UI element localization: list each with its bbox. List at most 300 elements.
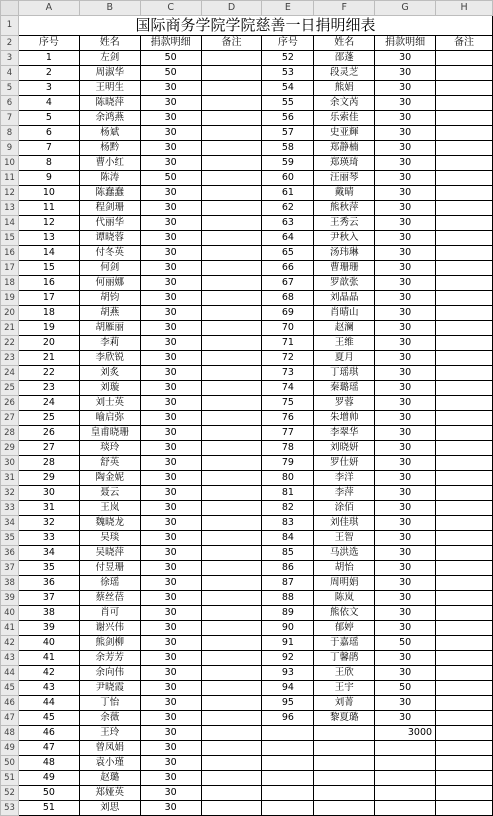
left-remark-cell[interactable] (201, 141, 262, 156)
left-amount-cell[interactable]: 30 (140, 246, 201, 261)
left-name-cell[interactable]: 胡燕 (79, 306, 140, 321)
right-seq-cell[interactable]: 91 (262, 636, 314, 651)
left-amount-cell[interactable]: 30 (140, 141, 201, 156)
left-remark-cell[interactable] (201, 741, 262, 756)
right-name-cell[interactable]: 王维 (314, 336, 375, 351)
empty-cell[interactable] (262, 801, 314, 816)
right-seq-cell[interactable]: 67 (262, 276, 314, 291)
left-seq-cell[interactable]: 28 (18, 456, 79, 471)
left-remark-cell[interactable] (201, 276, 262, 291)
row-header-46[interactable]: 46 (1, 696, 19, 711)
left-remark-cell[interactable] (201, 726, 262, 741)
left-amount-cell[interactable]: 30 (140, 681, 201, 696)
left-amount-cell[interactable]: 30 (140, 321, 201, 336)
right-amount-cell[interactable]: 30 (375, 276, 436, 291)
row-header-6[interactable]: 6 (1, 96, 19, 111)
right-amount-cell[interactable]: 30 (375, 126, 436, 141)
left-remark-cell[interactable] (201, 636, 262, 651)
left-name-cell[interactable]: 王明生 (79, 81, 140, 96)
left-seq-cell[interactable]: 8 (18, 156, 79, 171)
right-amount-cell[interactable]: 30 (375, 591, 436, 606)
left-amount-cell[interactable]: 30 (140, 531, 201, 546)
right-remark-cell[interactable] (436, 396, 493, 411)
row-header-21[interactable]: 21 (1, 321, 19, 336)
empty-cell[interactable] (375, 756, 436, 771)
right-amount-cell[interactable]: 30 (375, 81, 436, 96)
right-seq-cell[interactable]: 66 (262, 261, 314, 276)
left-amount-cell[interactable]: 30 (140, 771, 201, 786)
left-amount-cell[interactable]: 30 (140, 201, 201, 216)
left-remark-cell[interactable] (201, 411, 262, 426)
right-amount-cell[interactable]: 30 (375, 441, 436, 456)
left-amount-cell[interactable]: 30 (140, 111, 201, 126)
right-amount-cell[interactable]: 30 (375, 321, 436, 336)
left-remark-cell[interactable] (201, 231, 262, 246)
right-amount-cell[interactable]: 30 (375, 456, 436, 471)
row-header-39[interactable]: 39 (1, 591, 19, 606)
left-name-cell[interactable]: 刘士英 (79, 396, 140, 411)
left-seq-cell[interactable]: 50 (18, 786, 79, 801)
right-seq-cell[interactable]: 92 (262, 651, 314, 666)
left-remark-cell[interactable] (201, 696, 262, 711)
right-amount-cell[interactable]: 30 (375, 621, 436, 636)
row-header-16[interactable]: 16 (1, 246, 19, 261)
empty-cell[interactable] (314, 741, 375, 756)
right-name-cell[interactable]: 丁馨鹃 (314, 651, 375, 666)
right-amount-cell[interactable]: 30 (375, 201, 436, 216)
left-seq-cell[interactable]: 36 (18, 576, 79, 591)
right-name-cell[interactable]: 赵澜 (314, 321, 375, 336)
left-amount-cell[interactable]: 30 (140, 516, 201, 531)
left-amount-cell[interactable]: 30 (140, 366, 201, 381)
left-name-cell[interactable]: 谢兴伟 (79, 621, 140, 636)
right-seq-cell[interactable]: 96 (262, 711, 314, 726)
row-header-10[interactable]: 10 (1, 156, 19, 171)
right-seq-cell[interactable]: 61 (262, 186, 314, 201)
left-amount-cell[interactable]: 30 (140, 81, 201, 96)
right-remark-cell[interactable] (436, 711, 493, 726)
left-name-cell[interactable]: 陈涛 (79, 171, 140, 186)
right-amount-cell[interactable]: 30 (375, 516, 436, 531)
left-remark-cell[interactable] (201, 771, 262, 786)
row-header-29[interactable]: 29 (1, 441, 19, 456)
right-amount-cell[interactable]: 30 (375, 51, 436, 66)
right-name-cell[interactable]: 王秀云 (314, 216, 375, 231)
left-name-cell[interactable]: 周淑华 (79, 66, 140, 81)
right-seq-cell[interactable]: 71 (262, 336, 314, 351)
right-amount-cell[interactable]: 30 (375, 306, 436, 321)
row-header-7[interactable]: 7 (1, 111, 19, 126)
right-seq-cell[interactable] (262, 726, 314, 741)
empty-cell[interactable] (262, 756, 314, 771)
column-header-d[interactable]: D (201, 1, 262, 16)
right-amount-cell[interactable]: 30 (375, 261, 436, 276)
right-name-cell[interactable]: 段灵芝 (314, 66, 375, 81)
right-name-cell[interactable]: 李翠华 (314, 426, 375, 441)
left-name-cell[interactable]: 李欣锐 (79, 351, 140, 366)
right-remark-cell[interactable] (436, 426, 493, 441)
empty-cell[interactable] (436, 771, 493, 786)
right-seq-cell[interactable]: 59 (262, 156, 314, 171)
right-remark-cell[interactable] (436, 546, 493, 561)
right-name-cell[interactable]: 涂佰 (314, 501, 375, 516)
left-remark-cell[interactable] (201, 126, 262, 141)
right-remark-cell[interactable] (436, 576, 493, 591)
empty-cell[interactable] (436, 786, 493, 801)
left-header-seq[interactable]: 序号 (18, 36, 79, 51)
left-amount-cell[interactable]: 30 (140, 261, 201, 276)
left-amount-cell[interactable]: 30 (140, 231, 201, 246)
right-seq-cell[interactable]: 54 (262, 81, 314, 96)
left-seq-cell[interactable]: 44 (18, 696, 79, 711)
left-amount-cell[interactable]: 30 (140, 276, 201, 291)
right-remark-cell[interactable] (436, 681, 493, 696)
left-name-cell[interactable]: 谭晓蓉 (79, 231, 140, 246)
left-name-cell[interactable]: 蔡丝蓓 (79, 591, 140, 606)
right-seq-cell[interactable]: 82 (262, 501, 314, 516)
right-name-cell[interactable]: 史亚輝 (314, 126, 375, 141)
row-header-40[interactable]: 40 (1, 606, 19, 621)
left-remark-cell[interactable] (201, 606, 262, 621)
right-seq-cell[interactable]: 81 (262, 486, 314, 501)
left-amount-cell[interactable]: 50 (140, 51, 201, 66)
right-header-amount[interactable]: 捐款明细 (375, 36, 436, 51)
left-seq-cell[interactable]: 6 (18, 126, 79, 141)
right-remark-cell[interactable] (436, 411, 493, 426)
empty-cell[interactable] (314, 786, 375, 801)
left-seq-cell[interactable]: 9 (18, 171, 79, 186)
right-name-cell[interactable]: 熊秋萍 (314, 201, 375, 216)
left-seq-cell[interactable]: 27 (18, 441, 79, 456)
row-header-52[interactable]: 52 (1, 786, 19, 801)
left-amount-cell[interactable]: 30 (140, 606, 201, 621)
row-header-44[interactable]: 44 (1, 666, 19, 681)
right-name-cell[interactable]: 陈岚 (314, 591, 375, 606)
right-remark-cell[interactable] (436, 381, 493, 396)
left-remark-cell[interactable] (201, 681, 262, 696)
empty-cell[interactable] (262, 786, 314, 801)
right-seq-cell[interactable]: 65 (262, 246, 314, 261)
right-amount-cell[interactable]: 30 (375, 471, 436, 486)
right-seq-cell[interactable]: 88 (262, 591, 314, 606)
left-name-cell[interactable]: 吴晓萍 (79, 546, 140, 561)
left-remark-cell[interactable] (201, 201, 262, 216)
left-amount-cell[interactable]: 30 (140, 306, 201, 321)
right-remark-cell[interactable] (436, 261, 493, 276)
left-name-cell[interactable]: 曾凤娟 (79, 741, 140, 756)
left-seq-cell[interactable]: 46 (18, 726, 79, 741)
sheet-title[interactable]: 国际商务学院学院慈善一日捐明细表 (18, 16, 492, 36)
right-name-cell[interactable]: 肖晴山 (314, 306, 375, 321)
column-header-g[interactable]: G (375, 1, 436, 16)
left-amount-cell[interactable]: 30 (140, 801, 201, 816)
right-seq-cell[interactable]: 80 (262, 471, 314, 486)
row-header-49[interactable]: 49 (1, 741, 19, 756)
left-amount-cell[interactable]: 50 (140, 66, 201, 81)
row-header-18[interactable]: 18 (1, 276, 19, 291)
left-seq-cell[interactable]: 49 (18, 771, 79, 786)
right-seq-cell[interactable]: 94 (262, 681, 314, 696)
left-amount-cell[interactable]: 30 (140, 741, 201, 756)
right-header-seq[interactable]: 序号 (262, 36, 314, 51)
left-remark-cell[interactable] (201, 291, 262, 306)
left-seq-cell[interactable]: 34 (18, 546, 79, 561)
left-seq-cell[interactable]: 41 (18, 651, 79, 666)
left-seq-cell[interactable]: 18 (18, 306, 79, 321)
right-remark-cell[interactable] (436, 516, 493, 531)
right-seq-cell[interactable]: 55 (262, 96, 314, 111)
right-amount-cell[interactable]: 30 (375, 291, 436, 306)
empty-cell[interactable] (262, 771, 314, 786)
left-remark-cell[interactable] (201, 336, 262, 351)
left-name-cell[interactable]: 胡钧 (79, 291, 140, 306)
right-amount-cell[interactable]: 30 (375, 711, 436, 726)
right-remark-cell[interactable] (436, 531, 493, 546)
right-seq-cell[interactable]: 62 (262, 201, 314, 216)
left-amount-cell[interactable]: 30 (140, 471, 201, 486)
left-name-cell[interactable]: 余鸿燕 (79, 111, 140, 126)
right-name-cell[interactable]: 郑静楠 (314, 141, 375, 156)
right-name-cell[interactable]: 乐索佳 (314, 111, 375, 126)
right-name-cell[interactable]: 李萍 (314, 486, 375, 501)
right-amount-cell[interactable]: 30 (375, 246, 436, 261)
left-remark-cell[interactable] (201, 366, 262, 381)
left-remark-cell[interactable] (201, 786, 262, 801)
right-amount-cell[interactable]: 30 (375, 696, 436, 711)
left-name-cell[interactable]: 杨黔 (79, 141, 140, 156)
right-seq-cell[interactable]: 90 (262, 621, 314, 636)
left-remark-cell[interactable] (201, 81, 262, 96)
left-remark-cell[interactable] (201, 756, 262, 771)
right-amount-cell[interactable]: 30 (375, 426, 436, 441)
left-seq-cell[interactable]: 12 (18, 216, 79, 231)
left-remark-cell[interactable] (201, 501, 262, 516)
empty-cell[interactable] (314, 771, 375, 786)
left-seq-cell[interactable]: 15 (18, 261, 79, 276)
left-seq-cell[interactable]: 5 (18, 111, 79, 126)
right-remark-cell[interactable] (436, 606, 493, 621)
row-header-20[interactable]: 20 (1, 306, 19, 321)
right-amount-cell[interactable]: 50 (375, 681, 436, 696)
right-remark-cell[interactable] (436, 186, 493, 201)
right-amount-cell[interactable]: 50 (375, 636, 436, 651)
right-seq-cell[interactable]: 70 (262, 321, 314, 336)
left-name-cell[interactable]: 何丽娜 (79, 276, 140, 291)
left-remark-cell[interactable] (201, 561, 262, 576)
left-seq-cell[interactable]: 4 (18, 96, 79, 111)
select-all-corner[interactable] (1, 1, 19, 16)
empty-cell[interactable] (314, 801, 375, 816)
left-header-remark[interactable]: 备注 (201, 36, 262, 51)
left-seq-cell[interactable]: 25 (18, 411, 79, 426)
left-seq-cell[interactable]: 51 (18, 801, 79, 816)
column-header-f[interactable]: F (314, 1, 375, 16)
right-remark-cell[interactable] (436, 321, 493, 336)
row-header-34[interactable]: 34 (1, 516, 19, 531)
left-seq-cell[interactable]: 14 (18, 246, 79, 261)
row-header-23[interactable]: 23 (1, 351, 19, 366)
right-seq-cell[interactable]: 78 (262, 441, 314, 456)
empty-cell[interactable] (375, 801, 436, 816)
left-seq-cell[interactable]: 17 (18, 291, 79, 306)
right-name-cell[interactable]: 周明娟 (314, 576, 375, 591)
left-amount-cell[interactable]: 30 (140, 651, 201, 666)
right-remark-cell[interactable] (436, 81, 493, 96)
right-seq-cell[interactable]: 85 (262, 546, 314, 561)
left-name-cell[interactable]: 李莉 (79, 336, 140, 351)
row-header-30[interactable]: 30 (1, 456, 19, 471)
right-name-cell[interactable]: 郑瑛琦 (314, 156, 375, 171)
left-name-cell[interactable]: 喻启弥 (79, 411, 140, 426)
left-remark-cell[interactable] (201, 66, 262, 81)
left-seq-cell[interactable]: 30 (18, 486, 79, 501)
left-seq-cell[interactable]: 35 (18, 561, 79, 576)
right-remark-cell[interactable] (436, 636, 493, 651)
empty-cell[interactable] (375, 741, 436, 756)
left-name-cell[interactable]: 陈晓萍 (79, 96, 140, 111)
empty-cell[interactable] (262, 741, 314, 756)
left-name-cell[interactable]: 杨斌 (79, 126, 140, 141)
right-name-cell[interactable]: 郁婷 (314, 621, 375, 636)
right-amount-cell[interactable]: 30 (375, 486, 436, 501)
right-remark-cell[interactable] (436, 111, 493, 126)
left-amount-cell[interactable]: 30 (140, 351, 201, 366)
right-name-cell[interactable]: 罗歆张 (314, 276, 375, 291)
right-name-cell[interactable]: 胡怡 (314, 561, 375, 576)
right-seq-cell[interactable]: 83 (262, 516, 314, 531)
right-amount-cell[interactable]: 30 (375, 111, 436, 126)
right-remark-cell[interactable] (436, 486, 493, 501)
row-header-3[interactable]: 3 (1, 51, 19, 66)
row-header-13[interactable]: 13 (1, 201, 19, 216)
left-remark-cell[interactable] (201, 51, 262, 66)
right-remark-cell[interactable] (436, 621, 493, 636)
left-seq-cell[interactable]: 23 (18, 381, 79, 396)
right-name-cell[interactable]: 李洋 (314, 471, 375, 486)
left-name-cell[interactable]: 付冬英 (79, 246, 140, 261)
left-seq-cell[interactable]: 42 (18, 666, 79, 681)
left-amount-cell[interactable]: 30 (140, 411, 201, 426)
left-name-cell[interactable]: 舒英 (79, 456, 140, 471)
right-amount-cell[interactable]: 30 (375, 666, 436, 681)
column-header-e[interactable]: E (262, 1, 314, 16)
left-amount-cell[interactable]: 30 (140, 576, 201, 591)
left-remark-cell[interactable] (201, 516, 262, 531)
left-seq-cell[interactable]: 19 (18, 321, 79, 336)
right-name-cell[interactable]: 刘佳琪 (314, 516, 375, 531)
right-amount-cell[interactable]: 30 (375, 186, 436, 201)
right-remark-cell[interactable] (436, 336, 493, 351)
left-name-cell[interactable]: 刘璇 (79, 381, 140, 396)
right-amount-cell[interactable]: 30 (375, 651, 436, 666)
left-name-cell[interactable]: 代丽华 (79, 216, 140, 231)
row-header-42[interactable]: 42 (1, 636, 19, 651)
right-name-cell[interactable]: 黎夏璐 (314, 711, 375, 726)
left-name-cell[interactable]: 程剑珊 (79, 201, 140, 216)
right-seq-cell[interactable]: 86 (262, 561, 314, 576)
right-seq-cell[interactable]: 69 (262, 306, 314, 321)
right-remark-cell[interactable] (436, 126, 493, 141)
left-amount-cell[interactable]: 30 (140, 546, 201, 561)
left-name-cell[interactable]: 聂云 (79, 486, 140, 501)
left-seq-cell[interactable]: 33 (18, 531, 79, 546)
row-header-9[interactable]: 9 (1, 141, 19, 156)
right-seq-cell[interactable]: 73 (262, 366, 314, 381)
left-seq-cell[interactable]: 37 (18, 591, 79, 606)
left-name-cell[interactable]: 王岚 (79, 501, 140, 516)
row-header-53[interactable]: 53 (1, 801, 19, 816)
left-seq-cell[interactable]: 45 (18, 711, 79, 726)
left-amount-cell[interactable]: 30 (140, 486, 201, 501)
left-amount-cell[interactable]: 30 (140, 156, 201, 171)
left-name-cell[interactable]: 曹小红 (79, 156, 140, 171)
left-remark-cell[interactable] (201, 471, 262, 486)
left-remark-cell[interactable] (201, 621, 262, 636)
row-header-37[interactable]: 37 (1, 561, 19, 576)
left-name-cell[interactable]: 陈蠢蠢 (79, 186, 140, 201)
left-remark-cell[interactable] (201, 306, 262, 321)
right-seq-cell[interactable]: 68 (262, 291, 314, 306)
right-remark-cell[interactable] (436, 231, 493, 246)
right-remark-cell[interactable] (436, 276, 493, 291)
right-name-cell[interactable]: 汪丽琴 (314, 171, 375, 186)
left-remark-cell[interactable] (201, 486, 262, 501)
right-seq-cell[interactable]: 60 (262, 171, 314, 186)
row-header-35[interactable]: 35 (1, 531, 19, 546)
right-amount-cell[interactable]: 30 (375, 411, 436, 426)
right-name-cell[interactable] (314, 726, 375, 741)
row-header-47[interactable]: 47 (1, 711, 19, 726)
right-header-name[interactable]: 姓名 (314, 36, 375, 51)
right-remark-cell[interactable] (436, 351, 493, 366)
row-header-50[interactable]: 50 (1, 756, 19, 771)
right-seq-cell[interactable]: 93 (262, 666, 314, 681)
right-seq-cell[interactable]: 76 (262, 411, 314, 426)
left-seq-cell[interactable]: 38 (18, 606, 79, 621)
right-remark-cell[interactable] (436, 696, 493, 711)
left-amount-cell[interactable]: 30 (140, 756, 201, 771)
left-seq-cell[interactable]: 47 (18, 741, 79, 756)
right-amount-cell[interactable]: 30 (375, 171, 436, 186)
column-header-h[interactable]: H (436, 1, 493, 16)
left-remark-cell[interactable] (201, 96, 262, 111)
left-amount-cell[interactable]: 30 (140, 441, 201, 456)
right-name-cell[interactable]: 熊娟 (314, 81, 375, 96)
left-amount-cell[interactable]: 30 (140, 636, 201, 651)
left-seq-cell[interactable]: 24 (18, 396, 79, 411)
column-header-c[interactable]: C (140, 1, 201, 16)
left-remark-cell[interactable] (201, 666, 262, 681)
row-header-17[interactable]: 17 (1, 261, 19, 276)
right-remark-cell[interactable] (436, 441, 493, 456)
left-amount-cell[interactable]: 30 (140, 561, 201, 576)
right-amount-cell[interactable]: 30 (375, 381, 436, 396)
total-amount-cell[interactable]: 3000 (375, 726, 436, 741)
left-header-name[interactable]: 姓名 (79, 36, 140, 51)
right-seq-cell[interactable]: 53 (262, 66, 314, 81)
right-remark-cell[interactable] (436, 651, 493, 666)
right-seq-cell[interactable]: 64 (262, 231, 314, 246)
left-name-cell[interactable]: 何剑 (79, 261, 140, 276)
right-remark-cell[interactable] (436, 591, 493, 606)
right-name-cell[interactable]: 汤玮琳 (314, 246, 375, 261)
left-remark-cell[interactable] (201, 426, 262, 441)
left-name-cell[interactable]: 余芳芳 (79, 651, 140, 666)
right-name-cell[interactable]: 王智 (314, 531, 375, 546)
right-name-cell[interactable]: 刘晓妍 (314, 441, 375, 456)
row-header-25[interactable]: 25 (1, 381, 19, 396)
right-remark-cell[interactable] (436, 156, 493, 171)
